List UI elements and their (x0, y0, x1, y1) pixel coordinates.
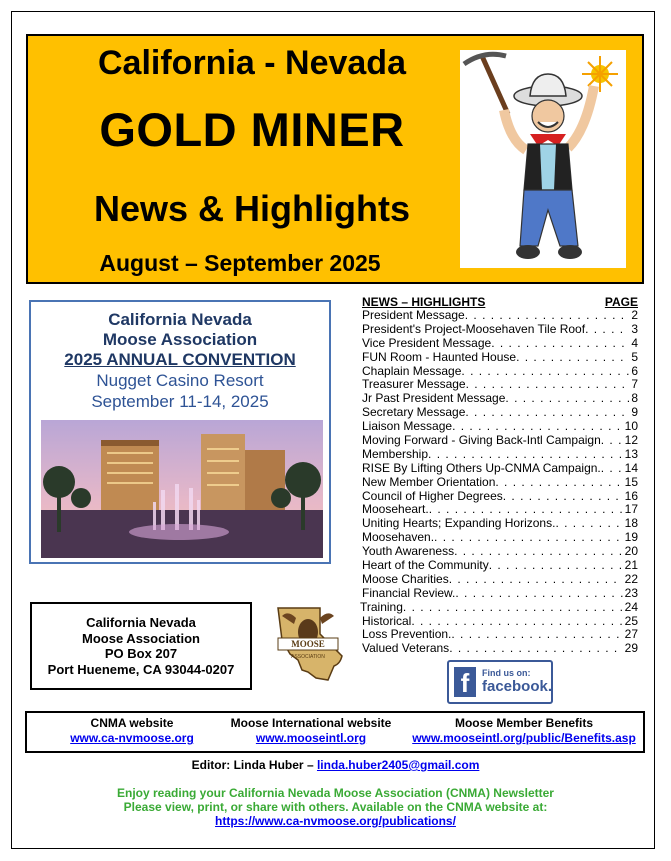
news-item-page: 21 (624, 559, 638, 573)
moose-association-logo (268, 604, 348, 684)
news-item-leader (461, 365, 629, 379)
news-item-label: Financial Review. (362, 586, 456, 600)
convention-org-line-1: California Nevada (108, 310, 252, 329)
banner-date: August – September 2025 (99, 250, 381, 276)
news-item-leader (489, 559, 623, 573)
news-item-page: 15 (624, 475, 638, 489)
news-item (362, 531, 638, 545)
news-item-label: Youth Awareness (362, 545, 455, 559)
news-item-page: 5 (631, 350, 638, 364)
news-item-label: Moosehaven. (362, 531, 435, 545)
news-item (362, 559, 638, 573)
facebook-wordmark: facebook. (482, 678, 553, 695)
member-benefits-block (407, 716, 641, 746)
news-item-page: 16 (624, 489, 638, 503)
news-item-page: 3 (631, 322, 638, 336)
news-item-page: 9 (631, 406, 638, 420)
cnma-website-block (47, 716, 217, 746)
news-item-leader (455, 587, 622, 601)
news-item-label: Membership (362, 447, 429, 461)
news-item (360, 601, 638, 615)
news-item-leader (555, 517, 622, 531)
news-item-leader (505, 392, 629, 406)
news-item-label: Moose Charities (362, 572, 449, 586)
news-item-leader (465, 406, 629, 420)
news-item-page: 27 (624, 628, 638, 642)
news-item-leader (452, 420, 623, 434)
news-item-label: Mooseheart. (362, 503, 429, 517)
logo-text: MOOSE (291, 639, 325, 649)
news-item-label: President Message (362, 309, 465, 322)
news-item-label: Jr Past President Message (362, 392, 506, 406)
news-item (362, 462, 638, 476)
news-item-page: 4 (631, 336, 638, 350)
news-item (362, 337, 638, 351)
news-item (362, 517, 638, 531)
news-item-label: Chaplain Message (362, 364, 462, 378)
news-item-label: Vice President Message (362, 336, 492, 350)
news-item (362, 587, 638, 601)
enjoy-message (0, 786, 671, 828)
news-item (362, 378, 638, 392)
member-benefits-title: Moose Member Benefits (454, 716, 594, 730)
news-item-page: 18 (624, 517, 638, 531)
news-item-label: President's Project-Moosehaven Tile Roof (362, 322, 586, 336)
facebook-f-icon: f (454, 667, 476, 697)
news-item-leader (411, 615, 622, 629)
convention-dates: September 11-14, 2025 (91, 392, 269, 411)
news-item-leader (449, 573, 623, 587)
news-item-leader (428, 448, 623, 462)
enjoy-line-2: Please view, print, or share with others. Available on the CNMA website at: (123, 800, 548, 814)
news-item (362, 434, 638, 448)
news-item (362, 392, 638, 406)
news-item-leader (429, 503, 623, 517)
banner-line-1: California - Nevada (98, 44, 406, 82)
news-item-leader (434, 531, 623, 545)
member-benefits-link[interactable]: www.mooseintl.org/public/Benefits.asp (412, 731, 636, 745)
news-item (362, 448, 638, 462)
gold-miner-illustration (460, 50, 626, 268)
news-item-label: Liaison Message (362, 420, 453, 434)
news-item-label: Uniting Hearts; Expanding Horizons. (362, 517, 556, 531)
news-item-leader (465, 309, 630, 323)
news-header (362, 295, 638, 309)
address-line-3: PO Box 207 (104, 646, 178, 661)
news-item-leader (491, 337, 629, 351)
news-item-leader (503, 490, 623, 504)
news-item-page: 24 (624, 600, 638, 614)
news-item (362, 420, 638, 434)
editor-label: Editor: Linda Huber – (191, 758, 314, 772)
news-item-leader (403, 601, 623, 615)
news-item-leader (516, 351, 629, 365)
address-line-4: Port Hueneme, CA 93044-0207 (47, 661, 235, 677)
news-highlights-list (362, 295, 638, 656)
publications-link[interactable]: https://www.ca-nvmoose.org/publications/ (215, 814, 456, 828)
news-item-label: FUN Room - Haunted House (362, 350, 517, 364)
news-item (362, 615, 638, 629)
news-item (362, 573, 638, 587)
logo-subtext: ASSOCIATION (291, 654, 325, 660)
news-item-page: 14 (624, 461, 638, 475)
editor-email-link[interactable]: linda.huber2405@gmail.com (316, 758, 480, 772)
news-item-page: 12 (624, 434, 638, 448)
news-item-page: 19 (624, 531, 638, 545)
news-item-label: RISE By Lifting Others Up-CNMA Campaign. (362, 461, 601, 475)
news-item-page: 23 (624, 586, 638, 600)
editor-line (0, 758, 671, 772)
news-item-page: 10 (624, 420, 638, 434)
news-item (362, 323, 638, 337)
convention-venue: Nugget Casino Resort (96, 371, 264, 390)
page-heading: PAGE (604, 295, 638, 309)
news-item (362, 365, 638, 379)
news-item-page: 7 (631, 378, 638, 392)
news-item (362, 490, 638, 504)
convention-title: 2025 ANNUAL CONVENTION (64, 350, 296, 369)
news-heading: NEWS – HIGHLIGHTS (362, 295, 486, 309)
news-item-page: 25 (624, 614, 638, 628)
convention-box (29, 300, 331, 564)
cnma-website-link[interactable]: www.ca-nvmoose.org (70, 731, 194, 745)
convention-org-line-2: Moose Association (102, 330, 258, 349)
news-item-page: 20 (624, 545, 638, 559)
mailing-address-box (30, 602, 252, 690)
news-item-leader (495, 476, 622, 490)
news-item-leader (466, 378, 630, 392)
news-item-page: 17 (624, 503, 638, 517)
news-item-label: Moving Forward - Giving Back-Intl Campaign (362, 434, 601, 448)
facebook-badge[interactable] (447, 660, 553, 704)
news-item-label: Council of Higher Degrees (362, 489, 503, 503)
cnma-website-title: CNMA website (90, 716, 174, 730)
news-item-leader (451, 628, 622, 642)
address-line-1: California Nevada (86, 615, 196, 630)
news-item-page: 29 (624, 642, 638, 656)
enjoy-line-1: Enjoy reading your California Nevada Moose Association (CNMA) Newsletter (117, 786, 554, 800)
news-item-label: Valued Veterans (362, 642, 450, 656)
title-banner (26, 34, 644, 284)
news-item (362, 545, 638, 559)
news-item (362, 476, 638, 490)
news-item (362, 628, 638, 642)
news-item-leader (601, 462, 623, 476)
news-item-leader (601, 434, 623, 448)
news-item-page: 8 (631, 392, 638, 406)
news-item (362, 406, 638, 420)
news-item-leader (449, 642, 622, 656)
news-item-label: New Member Orientation (362, 475, 496, 489)
news-item (362, 642, 638, 656)
news-item-label: Treasurer Message (362, 378, 466, 392)
news-item-leader (454, 545, 623, 559)
links-bar (25, 711, 645, 753)
news-item-label: Loss Prevention. (362, 628, 452, 642)
news-item-page: 6 (631, 364, 638, 378)
moose-intl-link[interactable]: www.mooseintl.org (255, 731, 367, 745)
news-item-label: Heart of the Community (362, 559, 489, 573)
facebook-find-us: Find us on: (482, 668, 531, 678)
moose-intl-title: Moose International website (230, 716, 392, 730)
news-item-label: Historical (362, 614, 412, 628)
banner-title: GOLD MINER (99, 103, 405, 156)
news-item-page: 2 (631, 309, 638, 322)
news-item-label: Training (360, 600, 403, 614)
address-line-2: Moose Association (82, 630, 200, 646)
news-item (362, 309, 638, 323)
moose-intl-block (223, 716, 399, 746)
news-item (362, 503, 638, 517)
news-item (362, 351, 638, 365)
casino-photo (41, 420, 323, 558)
news-item-page: 22 (624, 572, 638, 586)
news-item-leader (585, 323, 629, 337)
banner-line-3: News & Highlights (93, 188, 411, 229)
news-item-label: Secretary Message (362, 406, 466, 420)
news-item-page: 13 (624, 447, 638, 461)
